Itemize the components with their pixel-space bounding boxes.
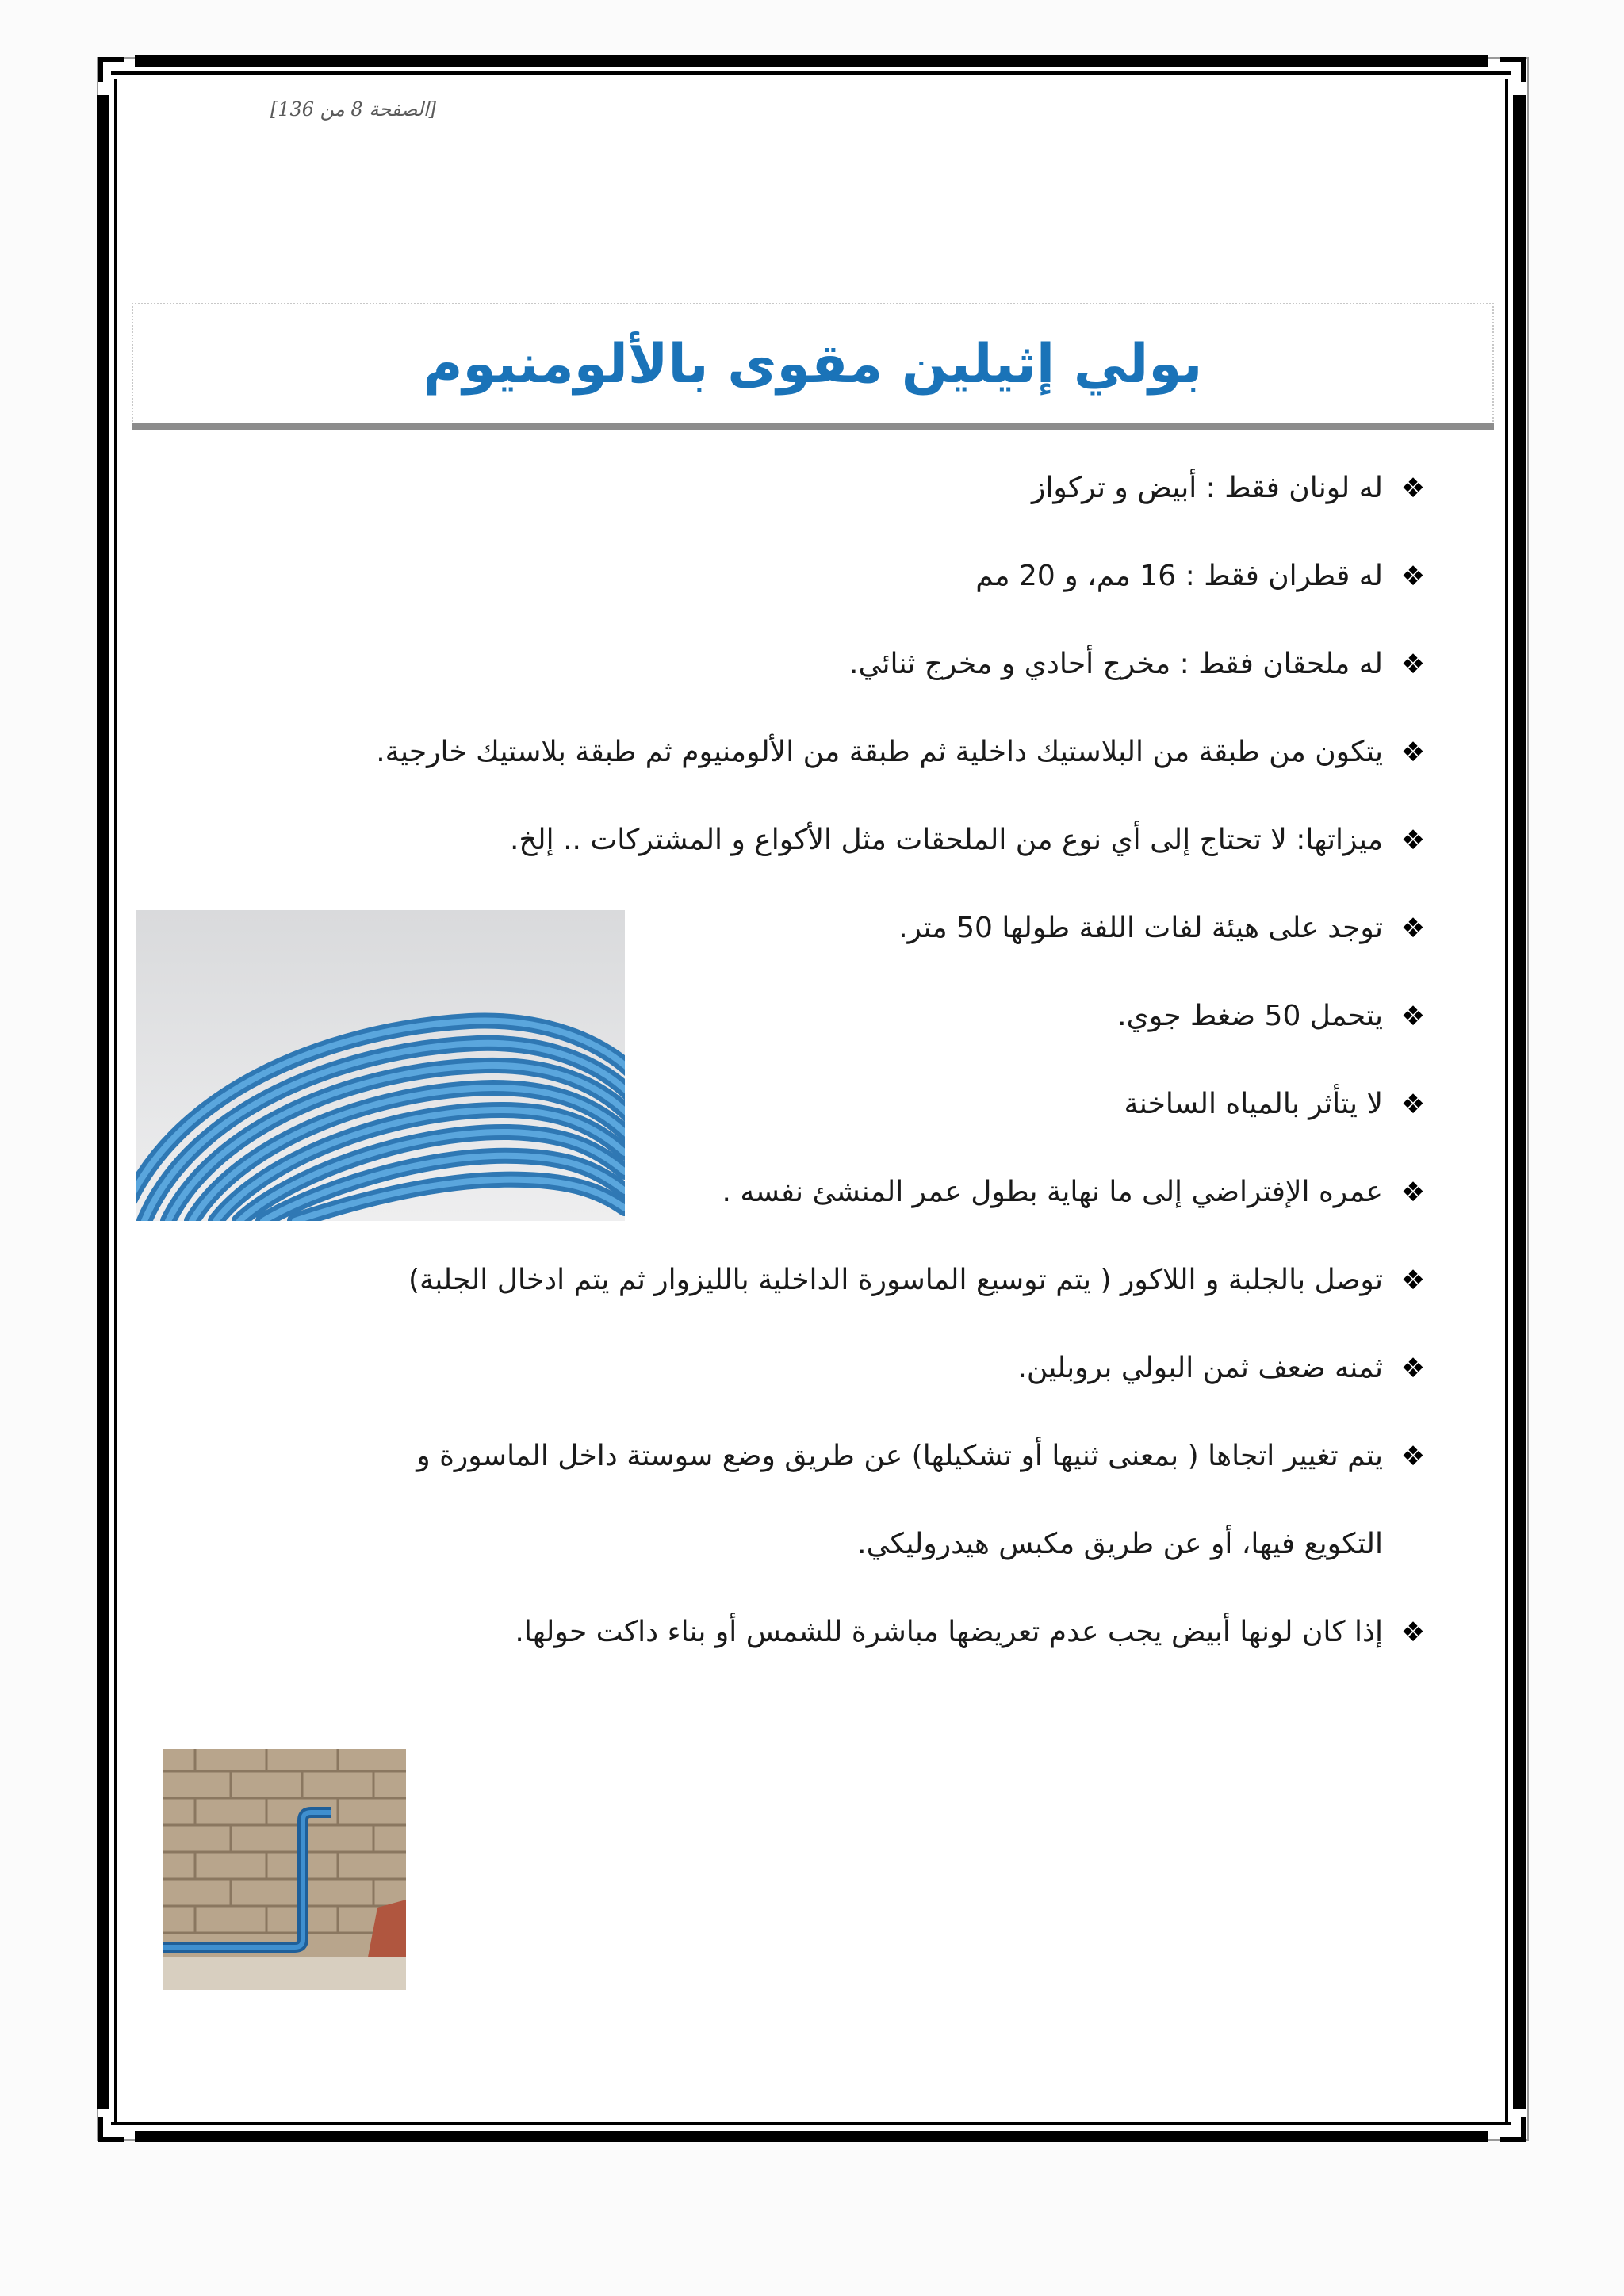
frame-corner [1500, 57, 1526, 82]
diamond-bullet-icon: ❖ [1400, 1001, 1426, 1032]
bullet-text: له قطران فقط : 16 مم، و 20 مم [975, 560, 1383, 592]
bullet-text: ميزاتها: لا تحتاج إلى أي نوع من الملحقات مثل الأكواع و المشتركات .. إلخ. [509, 824, 1383, 856]
pipe-coil-image [136, 910, 625, 1221]
page-title: بولي إثيلين مقوى بالألومنيوم [423, 332, 1203, 396]
diamond-bullet-icon: ❖ [1400, 1441, 1426, 1472]
diamond-bullet-icon: ❖ [1400, 1177, 1426, 1208]
frame-corner [1500, 2117, 1526, 2142]
diamond-bullet-icon: ❖ [1400, 1265, 1426, 1296]
bullet-item [159, 1500, 1435, 1588]
bullet-item [159, 1588, 1435, 1676]
bullet-text: له ملحقان فقط : مخرج أحادي و مخرج ثنائي. [849, 648, 1383, 680]
diamond-bullet-icon: ❖ [1400, 1089, 1426, 1120]
bullet-item [159, 1412, 1435, 1500]
title-box [132, 303, 1494, 425]
bullet-text: ثمنه ضعف ثمن البولي بروبلين. [1017, 1352, 1383, 1384]
frame-corner [98, 2117, 124, 2142]
bullet-item [159, 620, 1435, 708]
frame-corner [98, 57, 124, 82]
frame-border-left [97, 95, 109, 2109]
bullet-text: عمره الإفتراضي إلى ما نهاية بطول عمر المنشئ نفسه . [722, 1176, 1383, 1208]
diamond-bullet-icon: ❖ [1400, 473, 1426, 504]
bullet-text: إذا كان لونها أبيض يجب عدم تعريضها مباشرة للشمس أو بناء داكت حولها. [515, 1616, 1383, 1648]
diamond-bullet-icon: ❖ [1400, 913, 1426, 944]
bullet-text: له لونان فقط : أبيض و تركواز [1031, 472, 1383, 504]
diamond-bullet-icon: ❖ [1400, 649, 1426, 680]
frame-border-top [135, 55, 1488, 67]
bullet-text: التكويع فيها، أو عن طريق مكبس هيدروليكي. [857, 1528, 1383, 1560]
bullet-item [159, 708, 1435, 796]
frame-border-bottom [135, 2131, 1488, 2142]
pipe-coil-illustration [136, 910, 625, 1221]
bullet-text: يتكون من طبقة من البلاستيك داخلية ثم طبقة من الألومنيوم ثم طبقة بلاستيك خارجية. [376, 736, 1383, 768]
wall-pipe-illustration [163, 1749, 406, 1990]
bullet-text: توصل بالجلبة و اللاكور ( يتم توسيع الماسورة الداخلية بالليزوار ثم يتم ادخال الجلبة) [408, 1264, 1383, 1296]
wall-pipe-image [163, 1749, 406, 1990]
bullet-text: توجد على هيئة لفات اللفة طولها 50 متر. [898, 912, 1383, 944]
bullet-text: لا يتأثر بالمياه الساخنة [1124, 1088, 1383, 1120]
frame-border-right [1513, 95, 1526, 2109]
diamond-bullet-icon: ❖ [1400, 1617, 1426, 1648]
bullet-item [159, 532, 1435, 620]
frame-border-bottom-inner [111, 2122, 1511, 2125]
bullet-item [159, 1324, 1435, 1412]
diamond-bullet-icon: ❖ [1400, 561, 1426, 592]
bullet-text: يتم تغيير اتجاها ( بمعنى ثنيها أو تشكيلها) عن طريق وضع سوستة داخل الماسورة و [416, 1440, 1383, 1472]
title-divider [132, 423, 1494, 430]
frame-border-left-inner [114, 79, 117, 2125]
diamond-bullet-icon: ❖ [1400, 825, 1426, 856]
page-number: [الصفحة 8 من 136] [270, 98, 436, 121]
diamond-bullet-icon: ❖ [1400, 737, 1426, 768]
bullet-text: يتحمل 50 ضغط جوي. [1117, 1000, 1383, 1032]
frame-border-top-inner [111, 71, 1511, 75]
bullet-item [159, 1236, 1435, 1324]
frame-border-right-inner [1505, 79, 1508, 2125]
bullet-item [159, 444, 1435, 532]
diamond-bullet-icon: ❖ [1400, 1353, 1426, 1384]
bullet-item [159, 796, 1435, 884]
